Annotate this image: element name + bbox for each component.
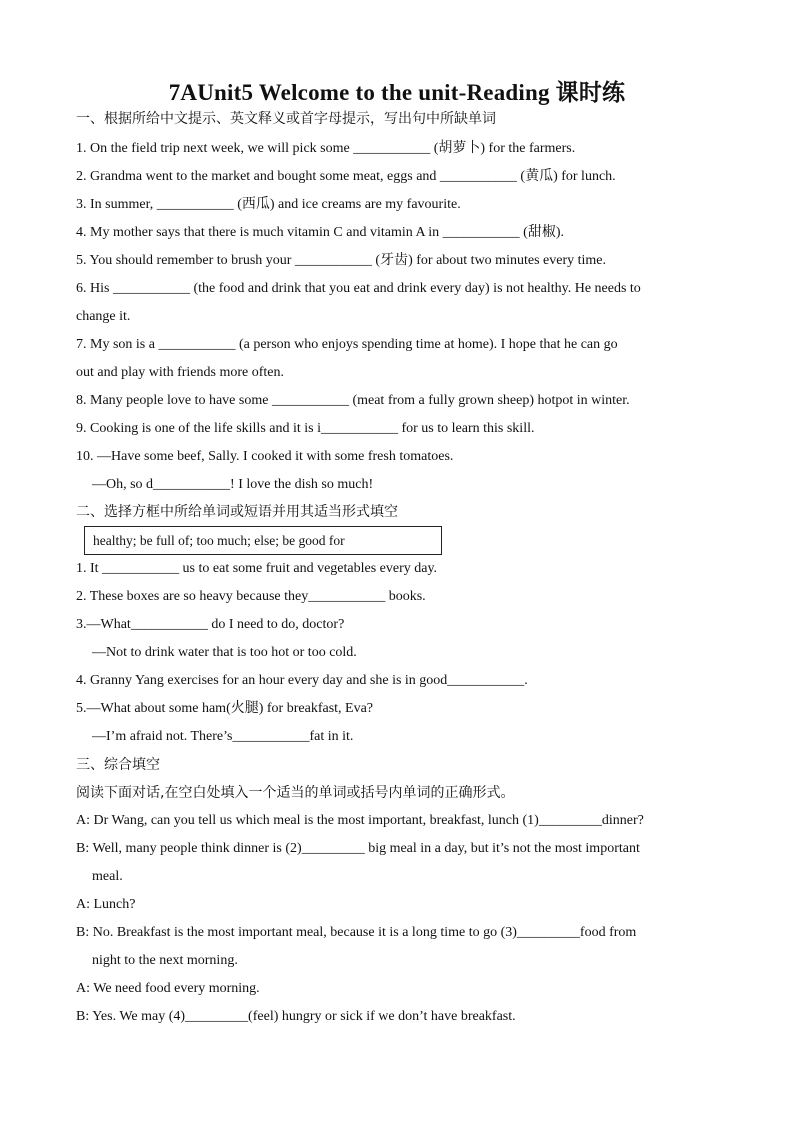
dialogue-line: B: No. Breakfast is the most important meal, because it is a long time to go (3)_________food from xyxy=(76,925,637,940)
dialogue-line: meal. xyxy=(92,869,123,884)
dialogue-line: B: Yes. We may (4)_________(feel) hungry or sick if we don’t have breakfast. xyxy=(76,1009,516,1024)
word-bank-text: healthy; be full of; too much; else; be good for xyxy=(93,533,345,548)
exercise-line: —Not to drink water that is too hot or too cold. xyxy=(92,645,357,660)
exercise-line: —I’m afraid not. There’s___________fat in it. xyxy=(92,729,354,744)
exercise-line: 4. Granny Yang exercises for an hour every day and she is in good___________. xyxy=(76,673,528,688)
exercise-line: 2. These boxes are so heavy because they___________ books. xyxy=(76,589,426,604)
exercise-line: 4. My mother says that there is much vitamin C and vitamin A in ___________ (甜椒). xyxy=(76,225,565,240)
exercise-line: —Oh, so d___________! I love the dish so much! xyxy=(92,477,374,492)
exercise-line: change it. xyxy=(76,309,131,324)
dialogue-line: night to the next morning. xyxy=(92,953,238,968)
exercise-line: 1. On the field trip next week, we will pick some ___________ (胡萝卜) for the farmers. xyxy=(76,141,576,156)
exercise-line: 7. My son is a ___________ (a person who enjoys spending time at home). I hope that he can go xyxy=(76,337,618,352)
section3-heading: 三、综合填空 xyxy=(76,757,160,773)
dialogue-line: A: Lunch? xyxy=(76,897,136,912)
exercise-line: 6. His ___________ (the food and drink that you eat and drink every day) is not healthy. He needs to xyxy=(76,281,641,296)
exercise-line: 3.—What___________ do I need to do, doctor? xyxy=(76,617,345,632)
page-title: 7AUnit5 Welcome to the unit-Reading 课时练 xyxy=(168,80,626,105)
exercise-line: 8. Many people love to have some ___________ (meat from a fully grown sheep) hotpot in winter. xyxy=(76,393,630,408)
exercise-line: 5.—What about some ham(火腿) for breakfast, Eva? xyxy=(76,701,374,716)
dialogue-line: B: Well, many people think dinner is (2)_________ big meal in a day, but it’s not the most important xyxy=(76,841,640,856)
section1-heading: 一、根据所给中文提示、英文释义或首字母提示，写出句中所缺单词 xyxy=(76,111,496,127)
exercise-line: 10. —Have some beef, Sally. I cooked it with some fresh tomatoes. xyxy=(76,449,454,464)
exercise-line: out and play with friends more often. xyxy=(76,365,285,380)
exercise-line: 2. Grandma went to the market and bought some meat, eggs and ___________ (黄瓜) for lunch. xyxy=(76,169,616,184)
word-bank-box xyxy=(84,526,442,555)
exercise-line: 9. Cooking is one of the life skills and it is i___________ for us to learn this skill. xyxy=(76,421,535,436)
section2-heading: 二、选择方框中所给单词或短语并用其适当形式填空 xyxy=(76,504,398,520)
exercise-line: 1. It ___________ us to eat some fruit and vegetables every day. xyxy=(76,561,438,576)
section3-instruction: 阅读下面对话,在空白处填入一个适当的单词或括号内单词的正确形式。 xyxy=(76,785,515,801)
exercise-line: 5. You should remember to brush your ___________ (牙齿) for about two minutes every time. xyxy=(76,253,606,268)
dialogue-line: A: Dr Wang, can you tell us which meal is the most important, breakfast, lunch (1)_________dinner? xyxy=(76,813,644,828)
dialogue-line: A: We need food every morning. xyxy=(76,981,260,996)
exercise-line: 3. In summer, ___________ (西瓜) and ice creams are my favourite. xyxy=(76,197,461,212)
